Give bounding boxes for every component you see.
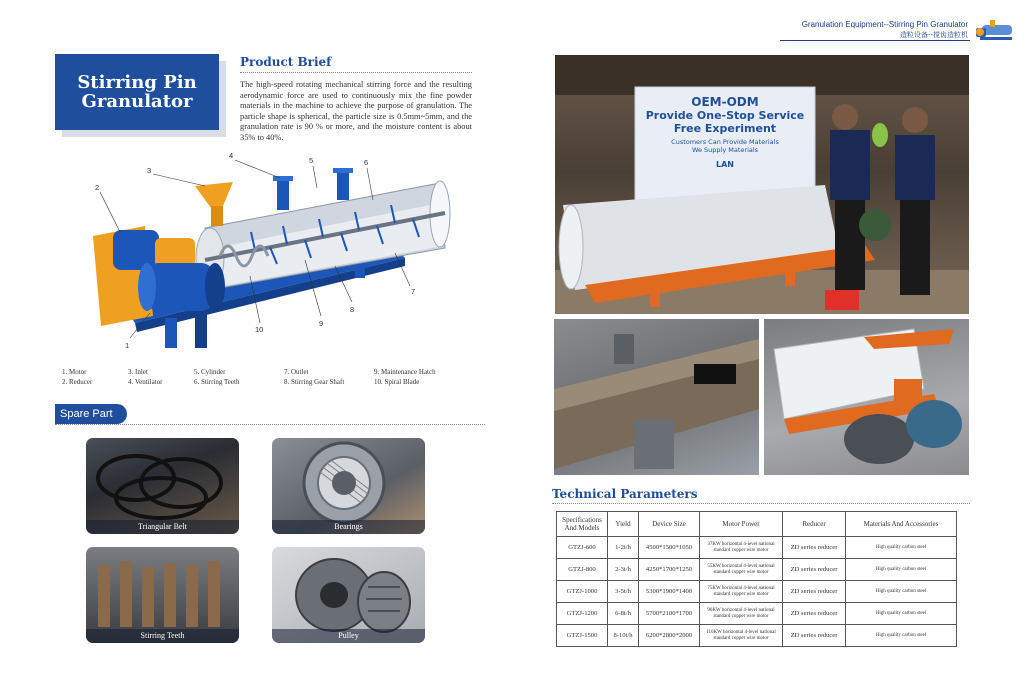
legend-item: 3. Inlet: [128, 368, 148, 376]
table-row: [557, 537, 957, 559]
callout-7: 7: [411, 287, 416, 296]
cell-reducer: ZD series reducer: [783, 559, 846, 581]
photo-caption: Bearings: [272, 520, 425, 534]
spare-part-divider: [55, 424, 485, 425]
tech-params-heading: Technical Parameters: [552, 487, 698, 501]
cylinder-closeup-photo: [554, 319, 759, 475]
cell-size: 5700*2100*1700: [639, 603, 700, 625]
cell-size: 5300*1900*1400: [639, 581, 700, 603]
legend-item: 9. Maintenance Hatch: [374, 368, 436, 376]
cell-reducer: ZD series reducer: [783, 581, 846, 603]
pulley-photo: [272, 547, 425, 643]
callout-4: 4: [229, 151, 234, 160]
triangular-belt-photo: [86, 438, 239, 534]
cell-materials: High quality carbon steel: [846, 559, 957, 581]
callout-1: 1: [125, 341, 130, 350]
callout-8: 8: [350, 305, 355, 314]
legend-item: 4. Ventilator: [128, 378, 163, 386]
cell-yield: 6-8t/h: [608, 603, 639, 625]
col-models: Specifications And Models: [557, 512, 608, 537]
banner-line-service: Provide One-Stop Service: [645, 109, 805, 122]
table-row: [557, 625, 957, 647]
granulator-side-photo: [764, 319, 969, 475]
legend-item: 7. Outlet: [284, 368, 309, 376]
banner-line-supply: We Supply Materials: [691, 146, 759, 154]
col-reducer: Reducer: [783, 512, 846, 537]
cell-motor: 75KW horizontal 4-level national standard copper wire motor: [700, 581, 783, 603]
photo-caption: Triangular Belt: [86, 520, 239, 534]
legend-item: 1. Motor: [62, 368, 87, 376]
cell-yield: 8-10t/h: [608, 625, 639, 647]
cell-model: GTZJ-800: [557, 559, 608, 581]
page-title-text: Stirring Pin Granulator: [77, 72, 197, 112]
cell-yield: 2-3t/h: [608, 559, 639, 581]
cell-materials: High quality carbon steel: [846, 581, 957, 603]
cell-motor: 37KW horizontal 4-level national standard copper wire motor: [700, 537, 783, 559]
col-motor: Motor Power: [700, 512, 783, 537]
callout-9: 9: [319, 319, 324, 328]
bearings-photo: [272, 438, 425, 534]
cell-reducer: ZD series reducer: [783, 537, 846, 559]
cell-model: GTZJ-600: [557, 537, 608, 559]
granulator-side-scene: [764, 319, 969, 475]
col-yield: Yield: [608, 512, 639, 537]
photo-caption: Pulley: [272, 629, 425, 643]
stirring-teeth-photo: [86, 547, 239, 643]
factory-photo: [555, 55, 969, 314]
table-row: [557, 603, 957, 625]
page-title: [55, 54, 219, 130]
callout-6: 6: [364, 158, 369, 167]
cell-model: GTZJ-1500: [557, 625, 608, 647]
granulator-cutaway-diagram: [55, 148, 475, 358]
tech-params-divider: [552, 503, 970, 504]
photo-caption: Stirring Teeth: [86, 629, 239, 643]
cell-motor: 90KW horizontal 4-level national standard copper wire motor: [700, 603, 783, 625]
product-brief-text: The high-speed rotating mechanical stirring force and the resulting aerodynamic force are used to continuously mix the fine powder materials in the machine to achieve the purpose of granulation. The particle shape is spherical, the particle size is 0.5mm~5mm, and the granulation rate is 90 % or more, and the moisture content is about 35% to 40%.: [240, 80, 472, 142]
cell-yield: 3-5t/h: [608, 581, 639, 603]
banner-line-customers: Customers Can Provide Materials: [671, 138, 779, 146]
callout-5: 5: [309, 156, 314, 165]
callout-2: 2: [95, 183, 100, 192]
banner: [635, 87, 815, 205]
cell-motor: 110KW horizontal 4-level national standard copper wire motor: [700, 625, 783, 647]
col-materials: Materials And Accessories: [846, 512, 957, 537]
cell-materials: High quality carbon steel: [846, 603, 957, 625]
legend-item: 8. Stirring Gear Shaft: [284, 378, 345, 386]
granulator-logo-icon: [972, 16, 1018, 46]
legend-item: 10. Spiral Blade: [374, 378, 420, 386]
header-divider: [780, 40, 970, 41]
cell-reducer: ZD series reducer: [783, 625, 846, 647]
legend-item: 5. Cylinder: [194, 368, 226, 376]
table-header-row: [557, 512, 957, 537]
header-title-en: Granulation Equipment--Stirring Pin Granulator: [801, 20, 968, 29]
cell-reducer: ZD series reducer: [783, 603, 846, 625]
cylinder-closeup-scene: [554, 319, 759, 475]
cell-materials: High quality carbon steel: [846, 537, 957, 559]
legend-item: 6. Stirring Teeth: [194, 378, 240, 386]
banner-brand: LAN: [716, 160, 734, 169]
legend-item: 2. Reducer: [62, 378, 93, 386]
callout-3: 3: [147, 166, 152, 175]
tech-params-table: [556, 511, 957, 647]
header-title-cn: 造粒设备--搅齿造粒机: [899, 31, 968, 39]
callout-10: 10: [255, 325, 264, 334]
cell-materials: High quality carbon steel: [846, 625, 957, 647]
legend-row: [62, 378, 482, 388]
product-brief-heading: Product Brief: [240, 55, 332, 69]
cell-model: GTZJ-1000: [557, 581, 608, 603]
banner-line-oem: OEM-ODM: [691, 95, 759, 109]
col-size: Device Size: [639, 512, 700, 537]
cell-size: 4250*1700*1250: [639, 559, 700, 581]
cell-model: GTZJ-1200: [557, 603, 608, 625]
table-row: [557, 559, 957, 581]
spare-part-heading: Spare Part: [55, 404, 127, 424]
banner-line-experiment: Free Experiment: [673, 122, 777, 135]
legend-row: [62, 368, 482, 378]
cell-motor: 55KW horizontal 4-level national standard copper wire motor: [700, 559, 783, 581]
table-row: [557, 581, 957, 603]
cell-yield: 1-2t/h: [608, 537, 639, 559]
diagram-legend: [62, 368, 482, 388]
product-brief-divider: [240, 72, 472, 73]
cell-size: 6200*2800*2000: [639, 625, 700, 647]
cell-size: 4500*1500*1050: [639, 537, 700, 559]
